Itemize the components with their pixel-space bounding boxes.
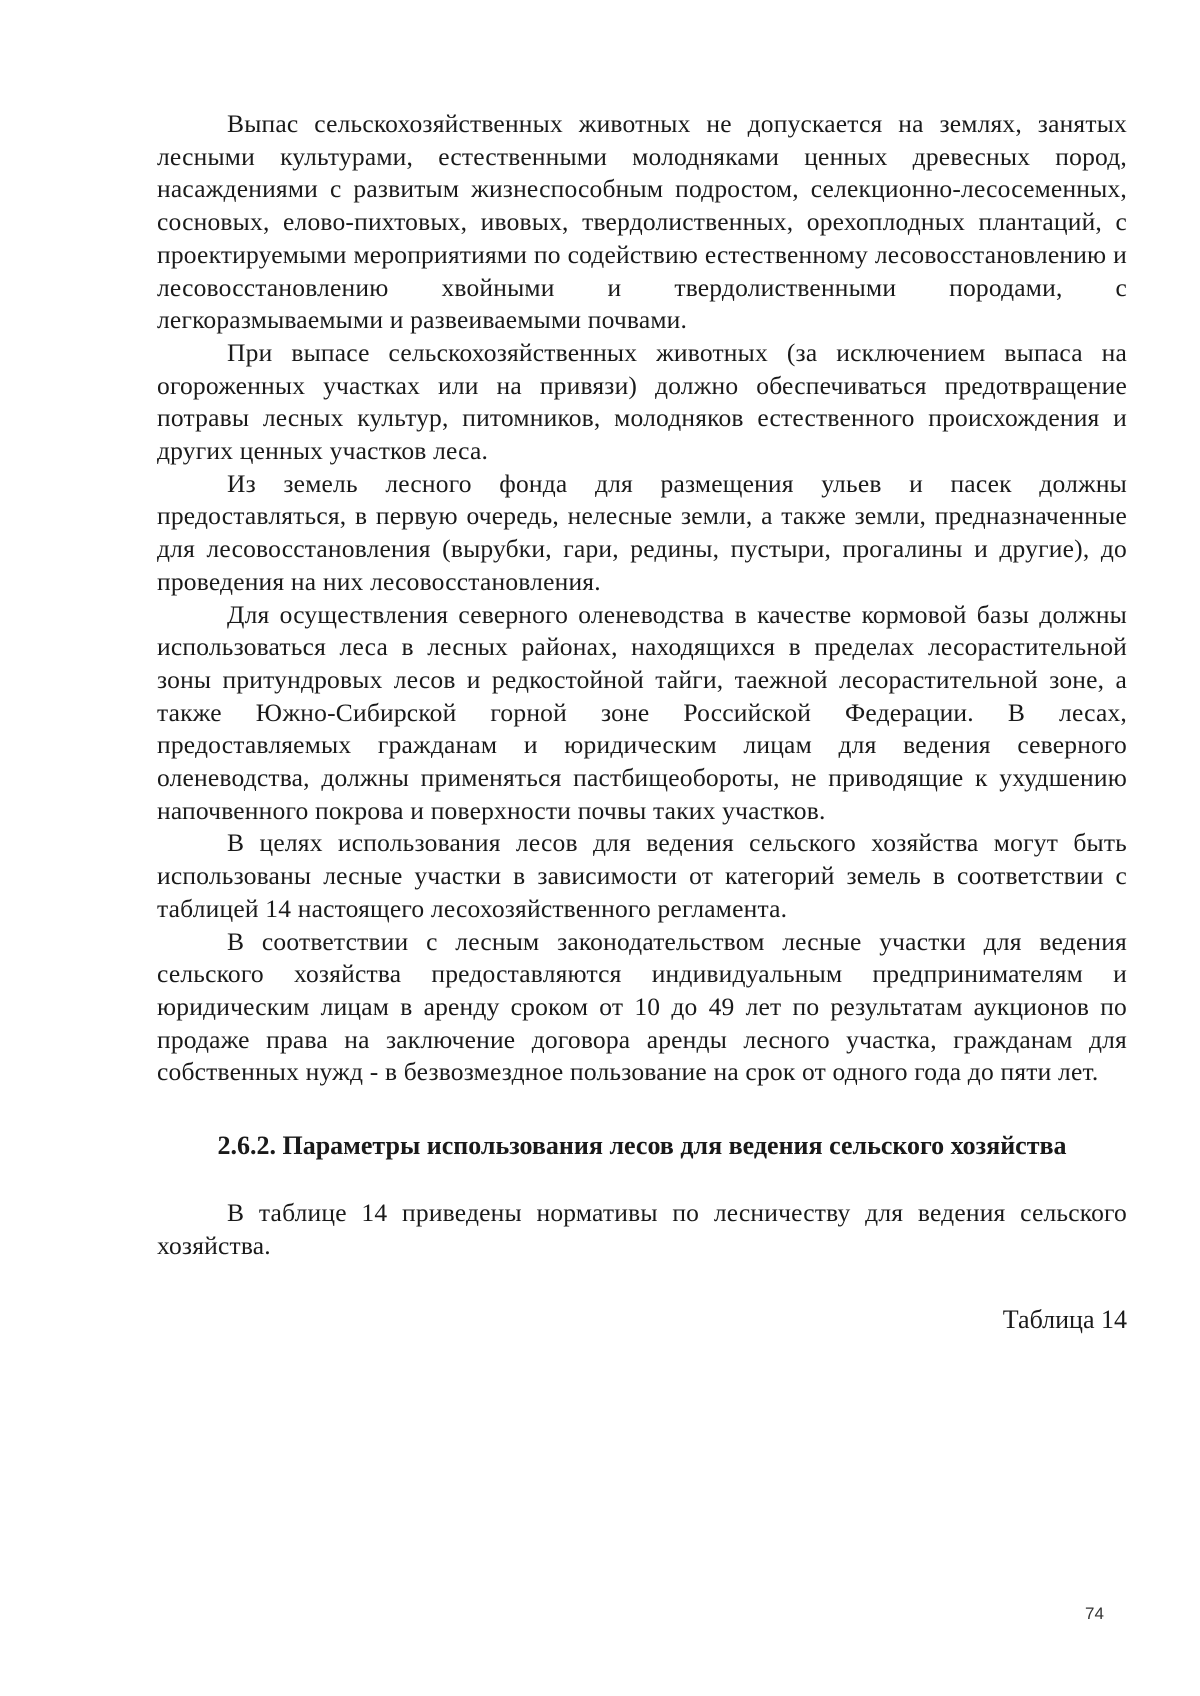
- section-heading: 2.6.2. Параметры использования лесов для ведения сельского хозяйства: [217, 1131, 1067, 1161]
- paragraph-apiaries: Из земель лесного фонда для размещения ульев и пасек должны предоставляться, в первую очередь, нелесные земли, а также земли, предназначенные для лесовосстановления (вырубки, гари, редины, пустыри, прогалины и другие), до проведения на них лесовосстановления.: [157, 468, 1127, 596]
- paragraph-lease-terms: В соответствии с лесным законодательством лесные участки для ведения сельского хозяйства предоставляются индивидуальным предпринимателям и юридическим лицам в аренду сроком от 10 до 49 лет по результатам аукционов по продаже права на заключение договора аренды лесного участка, гражданам для собственных нужд - в безвозмездное пользование на срок от одного года до пяти лет.: [157, 926, 1127, 1087]
- paragraph-grazing-protection: При выпасе сельскохозяйственных животных (за исключением выпаса на огороженных участках или на привязи) должно обеспечиваться предотвращение потравы лесных культур, питомников, молодняков естественного происхождения и других ценных участков леса.: [157, 337, 1127, 466]
- intro-paragraph: В таблице 14 приведены нормативы по лесничеству для ведения сельского хозяйства.: [157, 1198, 1127, 1260]
- page-number: 74: [1085, 1604, 1104, 1623]
- table-caption: Таблица 14: [1002, 1304, 1127, 1334]
- paragraph-grazing-restrictions: Выпас сельскохозяйственных животных не допускается на землях, занятых лесными культурами, естественными молодняками ценных древесных пород, насаждениями с развитым жизнеспособным подростом, селекционно-лесосеменных, сосновых, елово-пихтовых, ивовых, твердолиственных, орехоплодных плантаций, с проектируемыми мероприятиями по содействию естественному лесовосстановлению и лесовосстановлению хвойными и твердолиственными породами, с легкоразмываемыми и развеиваемыми почвами.: [157, 109, 1127, 335]
- paragraph-land-categories: В целях использования лесов для ведения сельского хозяйства могут быть использованы лесные участки в зависимости от категорий земель в соответствии с таблицей 14 настоящего лесохозяйственного регламента.: [157, 828, 1127, 923]
- paragraph-reindeer-herding: Для осуществления северного оленеводства в качестве кормовой базы должны использоваться леса в лесных районах, находящихся в пределах лесорастительной зоны притундровых лесов и редкостойной тайги, таежной лесорастительной зоне, а также Южно-Сибирской горной зоне Российской Федерации. В лесах, предоставляемых гражданам и юридическим лицам для ведения северного оленеводства, должны применяться пастбищеобороты, не приводящие к ухудшению напочвенного покрова и поверхности почвы таких участков.: [157, 599, 1127, 825]
- page-content: [157, 108, 1127, 1336]
